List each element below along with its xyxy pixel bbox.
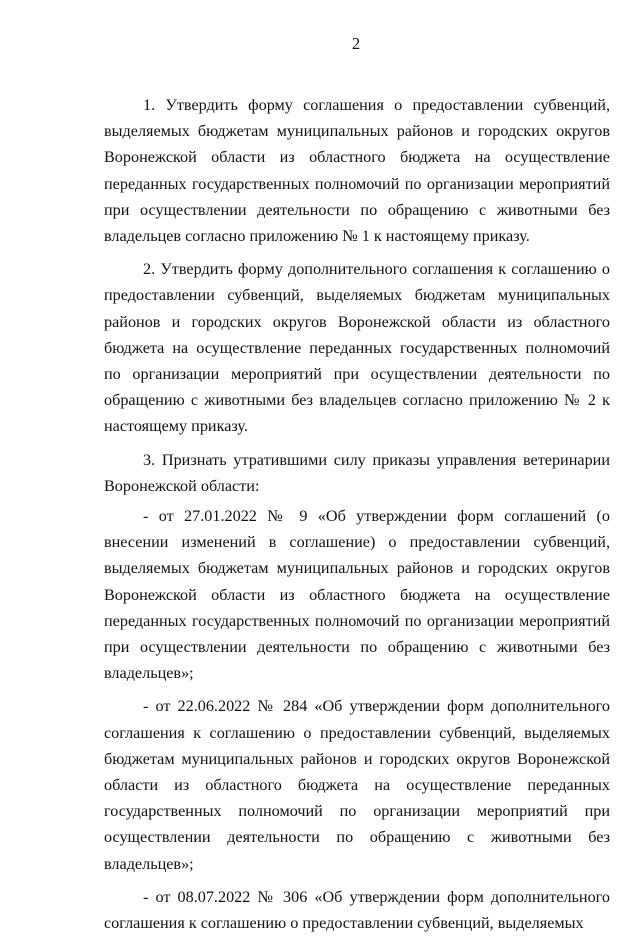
document-body xyxy=(104,92,610,943)
paragraph-3: 3. Признать утратившими силу приказы управления ветеринарии Воронежской области: xyxy=(104,450,610,495)
list-item-order-9: - от 27.01.2022 № 9 «Об утверждении форм соглашений (о внесении изменений в соглашение) о предоставлении субвенций, выделяемых бюджетам муниципальных районов и городских округов Воронежской области из областного бюджета на осуществление переданных государственных полномочий по организации мероприятий при осуществлении деятельности по обращению с животными без владельцев»; xyxy=(104,507,610,683)
paragraph-1: 1. Утвердить форму соглашения о предоставлении субвенций, выделяемых бюджетам муниципальных районов и городских округов Воронежской области из областного бюджета на осуществление переданных государственных полномочий по организации мероприятий при осуществлении деятельности по обращению с животными без владельцев согласно приложению № 1 к настоящему приказу. xyxy=(104,96,610,246)
list-item-order-306: - от 08.07.2022 № 306 «Об утверждении форм дополнительного соглашения к соглашению о предоставлении субвенций, выделяемых xyxy=(104,887,610,933)
paragraph-2: 2. Утвердить форму дополнительного соглашения к соглашению о предоставлении субвенций, выделяемых бюджетам муниципальных районов и городских округов Воронежской области из областного бюджета на осуществление переданных государственных полномочий по организации мероприятий при осуществлении деятельности по обращению с животными без владельцев согласно приложению № 2 к настоящему приказу. xyxy=(104,260,610,436)
page-number: 2 xyxy=(351,34,361,53)
list-item-order-284: - от 22.06.2022 № 284 «Об утверждении форм дополнительного соглашения к соглашению о предоставлении субвенций, выделяемых бюджетам муниципальных районов и городских округов Воронежской области из областного бюджета на осуществление переданных государственных полномочий по организации мероприятий при осуществлении деятельности по обращению с животными без владельцев»; xyxy=(104,697,610,873)
